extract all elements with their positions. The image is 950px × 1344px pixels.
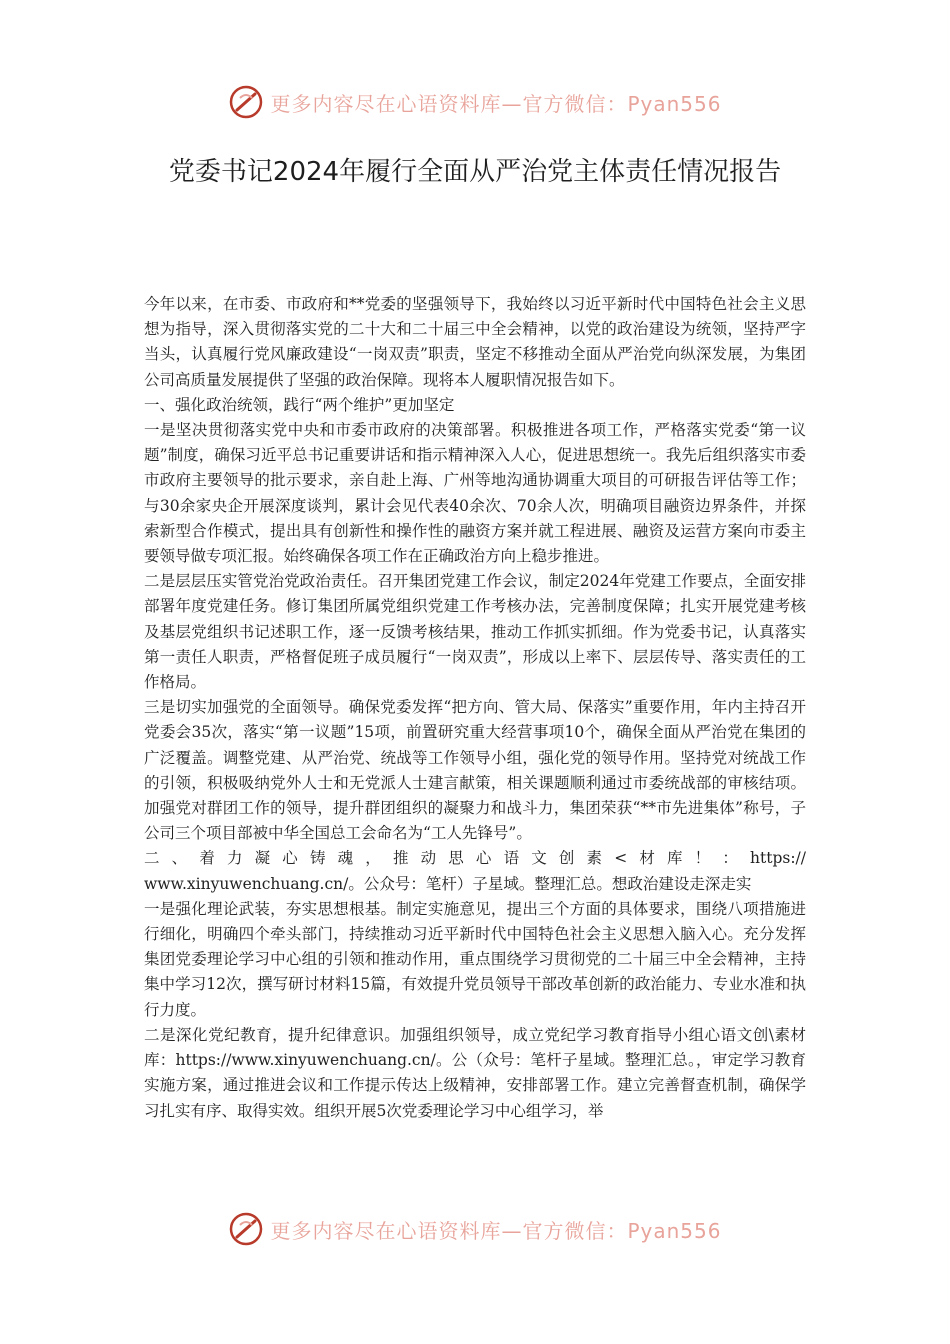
section-heading: 一、强化政治统领，践行“两个维护”更加坚定 — [144, 395, 455, 414]
banner-text: 更多内容尽在心语资料库—官方微信：Pyan556 — [270, 91, 722, 116]
paragraph: 三是切实加强党的全面领导。确保党委发挥“把方向、管大局、保落实”重要作用，年内主持召开党委会35次，落实“第一议题”15项，前置研究重大经营事项10个，确保全面从严治党在集团的广泛覆盖。调整党建、从严治党、统战等工作领导小组，强化党的领导作用。坚持党对统战工作的引领，积极吸纳党外人士和无党派人士建言献策，相关课题顺利通过市委统战部的审核结项。加强党对群团工作的领导，提升群团组织的凝聚力和战斗力，集团荣获“**市先进集体”称号，子公司三个项目部被中华全国总工会命名为“工人先锋号”。 — [144, 698, 806, 843]
header-banner — [0, 82, 950, 122]
brand-logo-icon — [228, 84, 264, 120]
footer-banner — [0, 1209, 950, 1249]
brand-logo-icon — [228, 1211, 264, 1247]
paragraph: 一是坚决贯彻落实党中央和市委市政府的决策部署。积极推进各项工作，严格落实党委“第一议题”制度，确保习近平总书记重要讲话和指示精神深入人心，促进思想统一。我先后组织落实市委市政府主要领导的批示要求，亲自赴上海、广州等地沟通协调重大项目的可研报告评估等工作；与30余家央企开展深度谈判，累计会见代表40余次、70余人次，明确项目融资边界条件，并探索新型合作模式，提出具有创新性和操作性的融资方案并就工程进展、融资及运营方案向市委主要领导做专项汇报。始终确保各项工作在正确政治方向上稳步推进。 — [144, 421, 806, 566]
banner-text: 更多内容尽在心语资料库—官方微信：Pyan556 — [270, 1218, 722, 1243]
paragraph: 今年以来，在市委、市政府和**党委的坚强领导下，我始终以习近平新时代中国特色社会主义思想为指导，深入贯彻落实党的二十大和二十届三中全会精神，以党的政治建设为统领，坚持严字当头，认真履行党风廉政建设“一岗双责”职责，坚定不移推动全面从严治党向纵深发展，为集团公司高质量发展提供了坚强的政治保障。现将本人履职情况报告如下。 — [144, 295, 806, 389]
paragraph: 一是强化理论武装，夯实思想根基。制定实施意见，提出三个方面的具体要求，围绕八项措施进行细化，明确四个牵头部门，持续推动习近平新时代中国特色社会主义思想入脑入心。充分发挥集团党委理论学习中心组的引领和推动作用，重点围绕学习贯彻党的二十届三中全会精神，主持集中学习12次，撰写研讨材料15篇，有效提升党员领导干部改革创新的政治能力、专业水准和执行力度。 — [144, 899, 806, 1019]
document-title: 党委书记2024年履行全面从严治党主体责任情况报告 — [168, 157, 782, 187]
section-heading-continued: www.xinyuwenchuang.cn/。公众号：笔杆）子星域。整理汇总。想政治建设走深走实 — [144, 874, 752, 893]
paragraph: 二是层层压实管党治党政治责任。召开集团党建工作会议，制定2024年党建工作要点，全面安排部署年度党建任务。修订集团所属党组织党建工作考核办法，完善制度保障；扎实开展党建考核及基层党组织书记述职工作，逐一反馈考核结果，推动工作抓实抓细。作为党委书记，认真落实第一责任人职责，严格督促班子成员履行“一岗双责”，形成以上率下、层层传导、落实责任的工作格局。 — [144, 572, 806, 692]
document-body — [144, 292, 806, 1124]
paragraph: 二是深化党纪教育，提升纪律意识。加强组织领导，成立党纪学习教育指导小组心语文创\素材库：https://www.xinyuwenchuang.cn/。公（众号：笔杆子星域。整理汇总。，审定学习教育实施方案，通过推进会议和工作提示传达上级精神，安排部署工作。建立完善督查机制，确保学习扎实有序、取得实效。组织开展5次党委理论学习中心组学习，举 — [144, 1025, 806, 1120]
section-heading: 二、着力凝心铸魂，推动思心语文创素<材库！：https:// — [144, 849, 806, 868]
